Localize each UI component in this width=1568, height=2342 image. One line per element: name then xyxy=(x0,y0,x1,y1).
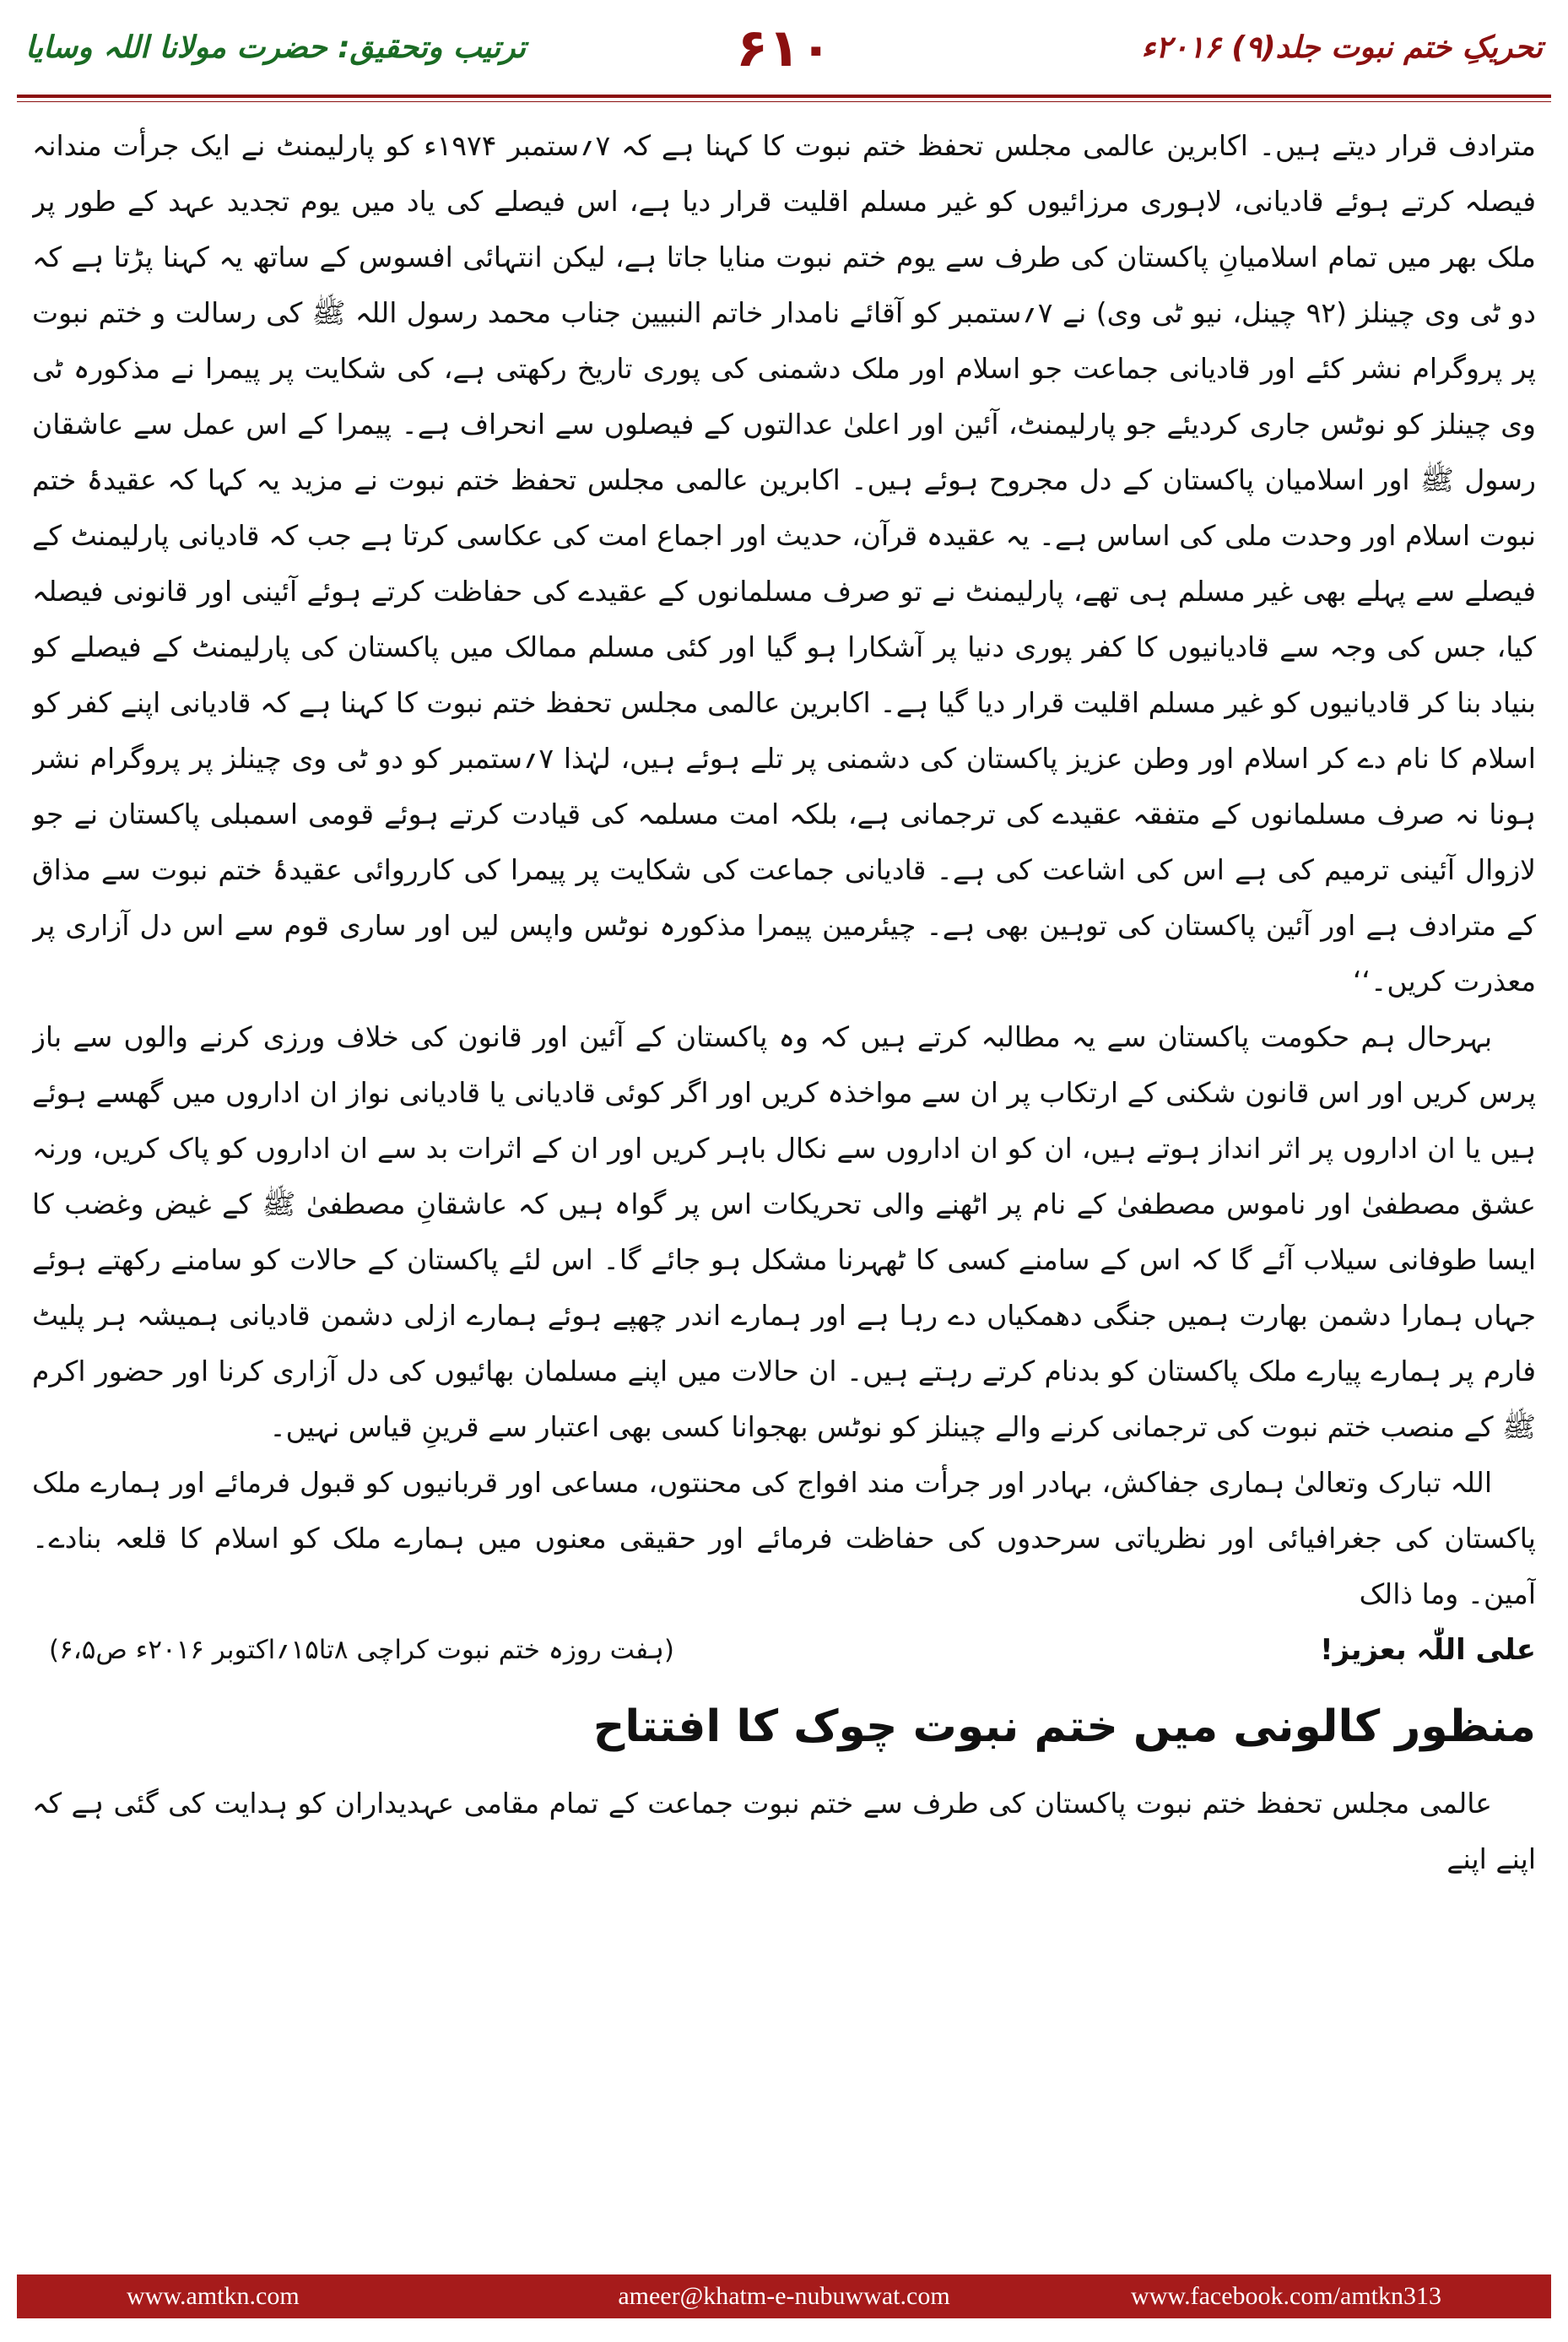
header-divider xyxy=(17,95,1551,98)
compiler-credit: ترتیب وتحقیق: حضرت مولانا اللہ وسایا xyxy=(25,30,527,65)
paragraph-3: اللہ تبارک وتعالیٰ ہماری جفاکش، بہادر اور جرأت مند افواج کی محنتوں، مساعی اور قربانیوں کو قبول فرمائے اور ہمارے ملک پاکستان کی جغرافیائی اور نظریاتی سرحدوں کی حفاظت فرمائے اور حقیقی معنوں میں ہمارے ملک کو اسلام کا قلعہ بنادے۔ آمین۔ وما ذالک xyxy=(32,1466,1536,1610)
page-header xyxy=(17,12,1551,93)
header-divider-thin xyxy=(17,101,1551,102)
page-number: ۶۱۰ xyxy=(736,17,832,78)
closing-row xyxy=(32,1622,1536,1678)
paragraph-4: عالمی مجلس تحفظ ختم نبوت پاکستان کی طرف سے ختم نبوت جماعت کے تمام مقامی عہدیداران کو ہدایت کی گئی ہے کہ اپنے اپنے xyxy=(32,1787,1536,1875)
footer-email-link[interactable]: ameer@khatm-e-nubuwwat.com xyxy=(618,2282,950,2310)
footer-website-link[interactable]: www.amtkn.com xyxy=(127,2282,300,2310)
section-heading: منظور کالونی میں ختم نبوت چوک کا افتتاح xyxy=(592,1701,1536,1752)
footer-facebook-link[interactable]: www.facebook.com/amtkn313 xyxy=(1131,2282,1441,2310)
page-footer xyxy=(17,2274,1551,2318)
article-body xyxy=(32,118,1536,2228)
source-citation: (ہفت روزہ ختم نبوت کراچی ۸تا۱۵؍اکتوبر ۲۰۱۶ء ص۶،۵) xyxy=(49,1635,675,1665)
closing-phrase: علی اللّٰہ بعزیز! xyxy=(1320,1633,1536,1667)
paragraph-1: مترادف قرار دیتے ہیں۔ اکابرین عالمی مجلس تحفظ ختم نبوت کا کہنا ہے کہ ۷؍ستمبر ۱۹۷۴ء کو پارلیمنٹ نے ایک جرأت مندانہ فیصلہ کرتے ہوئے قادیانی، لاہوری مرزائیوں کو غیر مسلم اقلیت قرار دیا ہے، اس فیصلے کی یاد میں یوم تجدید عہد کے طور پر ملک بھر میں تمام اسلامیانِ پاکستان کی طرف سے یوم ختم نبوت منایا جاتا ہے، لیکن انتہائی افسوس کے ساتھ یہ کہنا پڑتا ہے کہ دو ٹی وی چینلز (۹۲ چینل، نیو ٹی وی) نے ۷؍ستمبر کو آقائے نامدار خاتم النبیین جناب محمد رسول اللہ ﷺ کی رسالت و ختم نبوت پر پروگرام نشر کئے اور قادیانی جماعت جو اسلام اور ملک دشمنی کی پوری تاریخ رکھتی ہے، کی شکایت پر پیمرا نے مذکورہ ٹی وی چینلز کو نوٹس جاری کردیئے جو پارلیمنٹ، آئین اور اعلیٰ عدالتوں کے فیصلوں سے انحراف ہے۔ پیمرا کے اس عمل سے عاشقان رسول ﷺ اور اسلامیان پاکستان کے دل مجروح ہوئے ہیں۔ اکابرین عالمی مجلس تحفظ ختم نبوت نے مزید یہ کہا کہ عقیدۂ ختم نبوت اسلام اور وحدت ملی کی اساس ہے۔ یہ عقیدہ قرآن، حدیث اور اجماع امت کی عکاسی کرتا ہے جب کہ قادیانی پارلیمنٹ کے فیصلے سے پہلے بھی غیر مسلم ہی تھے، پارلیمنٹ نے تو صرف مسلمانوں کے عقیدے کی حفاظت کرتے ہوئے آئینی اور قانونی فیصلہ کیا، جس کی وجہ سے قادیانیوں کا کفر پوری دنیا پر آشکارا ہو گیا اور کئی مسلم ممالک میں پاکستان کی پارلیمنٹ کے فیصلے کو بنیاد بنا کر قادیانیوں کو غیر مسلم اقلیت قرار دیا گیا ہے۔ اکابرین عالمی مجلس تحفظ ختم نبوت کا کہنا ہے کہ قادیانی اپنے کفر کو اسلام کا نام دے کر اسلام اور وطن عزیز پاکستان کی دشمنی پر تلے ہوئے ہیں، لہٰذا ۷؍ستمبر کو دو ٹی وی چینلز پر پروگرام نشر ہونا نہ صرف مسلمانوں کے متفقہ عقیدے کی ترجمانی ہے، بلکہ امت مسلمہ کی قیادت کرتے ہوئے قومی اسمبلی پاکستان نے جو لازوال آئینی ترمیم کی ہے اس کی اشاعت کی ہے۔ قادیانی جماعت کی شکایت پر پیمرا کی کارروائی عقیدۂ ختم نبوت سے مذاق کے مترادف ہے اور آئین پاکستان کی توہین بھی ہے۔ چیئرمین پیمرا مذکورہ نوٹس واپس لیں اور ساری قوم سے اس دل آزاری پر معذرت کریں۔‘‘ xyxy=(32,129,1536,998)
book-title: تحریکِ ختم نبوت جلد(۹) ۲۰۱۶ء xyxy=(1141,30,1543,65)
paragraph-2: بہرحال ہم حکومت پاکستان سے یہ مطالبہ کرتے ہیں کہ وہ پاکستان کے آئین اور قانون کی خلاف ورزی کرنے والوں سے باز پرس کریں اور اس قانون شکنی کے ارتکاب پر ان سے مواخذہ کریں اور اگر کوئی قادیانی یا قادیانی نواز ان اداروں میں گھسے ہوئے ہیں یا ان اداروں پر اثر انداز ہوتے ہیں، ان کو ان اداروں سے نکال باہر کریں اور ان کے اثرات بد سے ان اداروں کو پاک کریں، ورنہ عشق مصطفیٰ اور ناموس مصطفیٰ کے نام پر اٹھنے والی تحریکات اس پر گواہ ہیں کہ عاشقانِ مصطفیٰ ﷺ کے غیض وغضب کا ایسا طوفانی سیلاب آئے گا کہ اس کے سامنے کسی کا ٹھہرنا مشکل ہو جائے گا۔ اس لئے پاکستان کے حالات کو سامنے رکھتے ہوئے جہاں ہمارا دشمن بھارت ہمیں جنگی دھمکیاں دے رہا ہے اور ہمارے اندر چھپے ہوئے ہمارے ازلی دشمن قادیانی ہمیشہ ہر پلیٹ فارم پر ہمارے پیارے ملک پاکستان کو بدنام کرتے رہتے ہیں۔ ان حالات میں اپنے مسلمان بھائیوں کی دل آزاری کرنا اور حضور اکرم ﷺ کے منصب ختم نبوت کی ترجمانی کرنے والے چینلز کو نوٹس بھجوانا کسی بھی اعتبار سے قرینِ قیاس نہیں۔ xyxy=(32,1020,1536,1443)
